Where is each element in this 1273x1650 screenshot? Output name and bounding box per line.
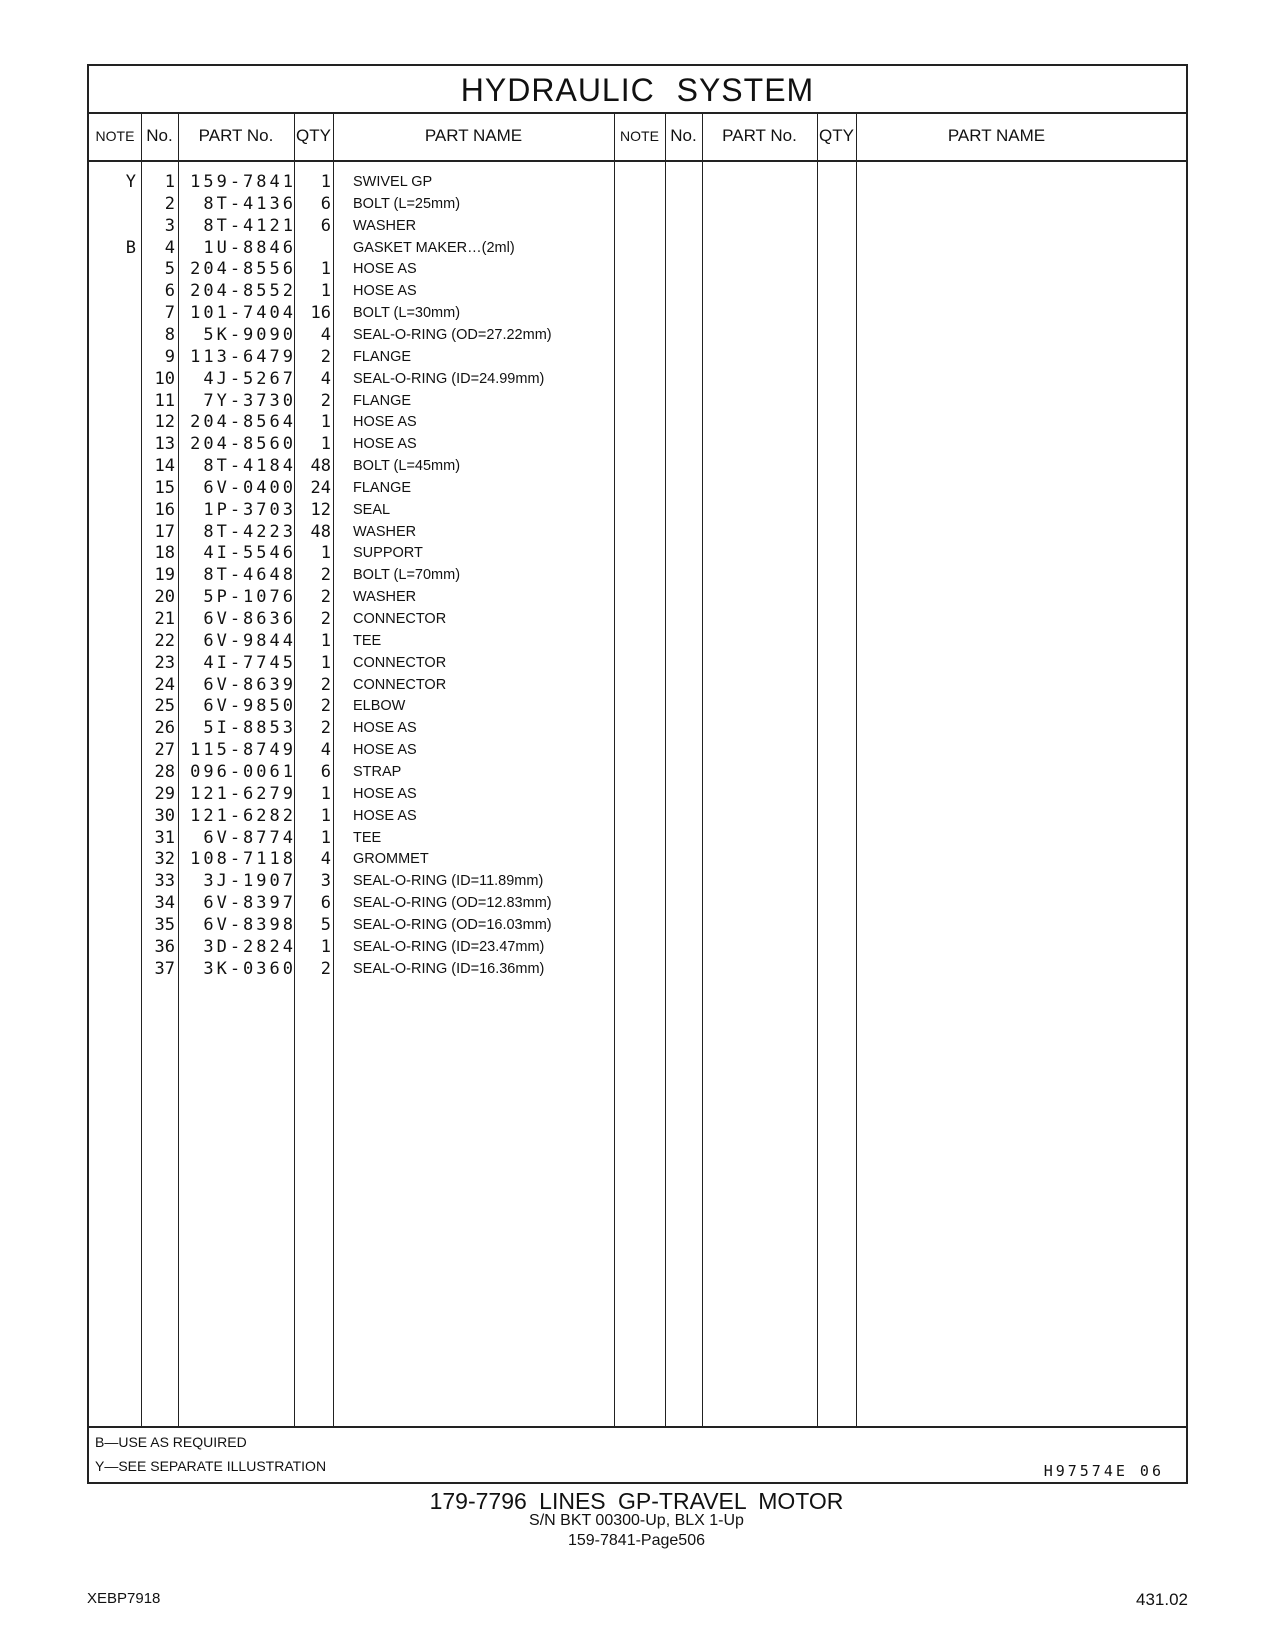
row-part-name: WASHER bbox=[353, 523, 417, 540]
row-quantity: 2 bbox=[320, 587, 331, 608]
row-number: 34 bbox=[154, 893, 175, 914]
row-note bbox=[89, 870, 136, 893]
header-note: NOTE bbox=[95, 128, 135, 144]
row-number: 10 bbox=[154, 368, 175, 389]
row-quantity: 4 bbox=[320, 740, 331, 761]
row-quantity: 1 bbox=[320, 652, 331, 673]
row-part-number: 6V-8398 bbox=[203, 914, 296, 935]
row-note bbox=[89, 455, 136, 478]
table-row bbox=[89, 280, 1186, 303]
row-quantity: 2 bbox=[320, 565, 331, 586]
table-row bbox=[89, 411, 1186, 434]
row-note bbox=[89, 324, 136, 347]
row-note bbox=[89, 215, 136, 238]
row-number: 11 bbox=[154, 390, 175, 411]
row-part-name: SEAL-O-RING (ID=16.36mm) bbox=[353, 960, 545, 977]
row-quantity: 16 bbox=[310, 303, 331, 324]
serial-numbers: S/N BKT 00300-Up, BLX 1-Up bbox=[529, 1512, 744, 1529]
parts-table-body bbox=[89, 162, 1186, 1426]
row-part-name: HOSE AS bbox=[353, 414, 417, 431]
row-note bbox=[89, 958, 136, 981]
table-row bbox=[89, 805, 1186, 828]
row-part-name: HOSE AS bbox=[353, 261, 417, 278]
row-quantity: 6 bbox=[320, 893, 331, 914]
row-part-number: 3J-1907 bbox=[203, 871, 296, 892]
row-number: 32 bbox=[154, 849, 175, 870]
table-row bbox=[89, 783, 1186, 806]
table-row bbox=[89, 433, 1186, 456]
row-part-name: HOSE AS bbox=[353, 785, 417, 802]
row-part-number: 3K-0360 bbox=[203, 958, 296, 979]
row-note bbox=[89, 652, 136, 675]
row-quantity: 48 bbox=[310, 521, 331, 542]
row-quantity: 1 bbox=[320, 259, 331, 280]
row-part-name: TEE bbox=[353, 632, 382, 649]
row-note bbox=[89, 564, 136, 587]
row-number: 20 bbox=[154, 587, 175, 608]
row-part-number: 6V-8639 bbox=[203, 674, 296, 695]
row-note bbox=[89, 258, 136, 281]
row-part-number: 6V-8397 bbox=[203, 893, 296, 914]
row-quantity bbox=[299, 237, 331, 260]
table-row bbox=[89, 608, 1186, 631]
page-reference: 159-7841-Page506 bbox=[567, 1532, 705, 1549]
row-part-name: GASKET MAKER…(2ml) bbox=[353, 239, 515, 256]
row-part-number: 6V-9844 bbox=[203, 630, 296, 651]
row-number: 29 bbox=[154, 783, 175, 804]
table-row bbox=[89, 193, 1186, 216]
table-row bbox=[89, 586, 1186, 609]
row-part-number: 121-6282 bbox=[190, 805, 296, 826]
table-row bbox=[89, 324, 1186, 347]
row-part-number: 159-7841 bbox=[190, 172, 296, 192]
row-note bbox=[89, 586, 136, 609]
row-part-name: BOLT (L=25mm) bbox=[353, 195, 461, 212]
row-part-name: SEAL bbox=[353, 501, 391, 518]
row-part-number: 4J-5267 bbox=[203, 368, 296, 389]
table-row bbox=[89, 215, 1186, 238]
parts-list-frame bbox=[87, 64, 1188, 1484]
table-row bbox=[89, 171, 1186, 194]
table-row bbox=[89, 739, 1186, 762]
row-part-name: CONNECTOR bbox=[353, 611, 447, 627]
row-quantity: 24 bbox=[310, 477, 331, 498]
row-part-number: 113-6479 bbox=[190, 346, 296, 367]
row-part-number: 204-8556 bbox=[190, 259, 296, 280]
table-row bbox=[89, 542, 1186, 565]
row-part-number: 4I-7745 bbox=[203, 652, 296, 673]
header-no-2: No. bbox=[670, 126, 697, 145]
row-quantity: 4 bbox=[320, 368, 331, 389]
row-part-name: STRAP bbox=[353, 763, 402, 780]
row-number: 22 bbox=[154, 630, 175, 651]
table-row bbox=[89, 237, 1186, 260]
row-quantity: 2 bbox=[320, 718, 331, 739]
row-note bbox=[89, 848, 136, 871]
row-note bbox=[89, 892, 136, 915]
row-note bbox=[89, 914, 136, 937]
row-note bbox=[89, 346, 136, 369]
row-number: 33 bbox=[154, 871, 175, 892]
footnote-b: B—USE AS REQUIRED bbox=[95, 1434, 247, 1450]
table-row bbox=[89, 477, 1186, 500]
row-part-name: BOLT (L=30mm) bbox=[353, 305, 461, 322]
row-part-name: BOLT (L=70mm) bbox=[353, 567, 461, 584]
row-note bbox=[89, 499, 136, 522]
row-number: 16 bbox=[154, 499, 175, 520]
row-part-number: 204-8560 bbox=[190, 434, 296, 455]
row-quantity: 4 bbox=[320, 849, 331, 870]
table-row bbox=[89, 390, 1186, 413]
table-row bbox=[89, 521, 1186, 544]
row-number: 24 bbox=[154, 674, 175, 695]
row-number: 27 bbox=[154, 740, 175, 761]
row-quantity: 48 bbox=[310, 456, 331, 477]
row-part-number: 115-8749 bbox=[190, 740, 296, 761]
table-row bbox=[89, 892, 1186, 915]
table-row bbox=[89, 827, 1186, 850]
row-note bbox=[89, 477, 136, 500]
table-row bbox=[89, 914, 1186, 937]
row-number: 30 bbox=[154, 805, 175, 826]
row-part-number: 8T-4223 bbox=[203, 521, 296, 542]
table-row bbox=[89, 368, 1186, 391]
row-quantity: 2 bbox=[320, 609, 331, 629]
table-row bbox=[89, 346, 1186, 369]
row-quantity: 2 bbox=[320, 390, 331, 411]
row-part-name: SEAL-O-RING (ID=11.89mm) bbox=[353, 873, 544, 890]
row-part-name: SEAL-O-RING (ID=23.47mm) bbox=[353, 938, 545, 955]
row-quantity: 1 bbox=[320, 630, 331, 651]
row-quantity: 4 bbox=[320, 324, 331, 345]
row-number: 4 bbox=[164, 237, 175, 258]
row-number: 19 bbox=[154, 565, 175, 586]
row-number: 36 bbox=[154, 936, 175, 957]
row-quantity: 1 bbox=[320, 827, 331, 848]
row-number: 26 bbox=[154, 718, 175, 739]
row-number: 2 bbox=[164, 193, 175, 214]
row-part-name: SEAL-O-RING (OD=27.22mm) bbox=[353, 326, 552, 343]
row-number: 6 bbox=[164, 281, 175, 302]
row-number: 9 bbox=[164, 346, 175, 367]
row-note bbox=[89, 827, 136, 850]
row-quantity: 6 bbox=[320, 761, 331, 782]
row-note bbox=[89, 805, 136, 828]
row-number: 35 bbox=[154, 914, 175, 935]
row-number: 13 bbox=[154, 434, 175, 455]
header-note-2: NOTE bbox=[620, 128, 659, 144]
row-part-name: BOLT (L=45mm) bbox=[353, 458, 461, 475]
row-part-number: 8T-4184 bbox=[203, 456, 296, 477]
table-row bbox=[89, 695, 1186, 718]
row-part-number: 6V-9850 bbox=[203, 696, 296, 717]
row-part-number: 8T-4648 bbox=[203, 565, 296, 586]
row-part-number: 121-6279 bbox=[190, 783, 296, 804]
row-number: 18 bbox=[154, 543, 175, 564]
row-part-number: 204-8564 bbox=[190, 412, 296, 433]
row-number: 21 bbox=[154, 609, 175, 629]
row-note bbox=[89, 695, 136, 718]
row-note bbox=[89, 521, 136, 544]
row-part-name: ELBOW bbox=[353, 698, 406, 715]
row-part-name: SWIVEL GP bbox=[353, 174, 433, 190]
table-row bbox=[89, 630, 1186, 653]
row-part-name: HOSE AS bbox=[353, 720, 417, 737]
row-part-number: 8T-4136 bbox=[203, 193, 296, 214]
row-note bbox=[89, 433, 136, 456]
illustration-code: H97574E 06 bbox=[1043, 1462, 1164, 1480]
row-part-name: HOSE AS bbox=[353, 436, 417, 453]
group-title: 179-7796 LINES GP-TRAVEL MOTOR bbox=[429, 1488, 844, 1514]
row-number: 31 bbox=[154, 827, 175, 848]
row-part-name: SUPPORT bbox=[353, 545, 423, 562]
row-part-number: 1U-8846 bbox=[203, 237, 296, 258]
row-part-number: 6V-0400 bbox=[203, 477, 296, 498]
row-note bbox=[89, 411, 136, 434]
row-part-name: FLANGE bbox=[353, 392, 412, 409]
document-number: XEBP7918 bbox=[87, 1590, 161, 1607]
header-part-name-2: PART NAME bbox=[947, 126, 1046, 145]
row-quantity: 1 bbox=[320, 281, 331, 302]
table-row bbox=[89, 958, 1186, 981]
row-number: 12 bbox=[154, 412, 175, 433]
table-row bbox=[89, 717, 1186, 740]
row-note bbox=[89, 302, 136, 325]
row-quantity: 1 bbox=[320, 434, 331, 455]
header-qty-2: QTY bbox=[819, 126, 854, 145]
row-number: 5 bbox=[164, 259, 175, 280]
row-number: 28 bbox=[154, 761, 175, 782]
row-note bbox=[89, 717, 136, 740]
column-header-row bbox=[89, 112, 1186, 162]
table-row bbox=[89, 499, 1186, 522]
row-number: 37 bbox=[154, 958, 175, 979]
row-note bbox=[89, 280, 136, 303]
row-quantity: 6 bbox=[320, 215, 331, 236]
row-number: 7 bbox=[164, 303, 175, 324]
row-part-name: CONNECTOR bbox=[353, 654, 447, 671]
page-number: 431.02 bbox=[1136, 1590, 1188, 1609]
row-note bbox=[89, 630, 136, 653]
row-note bbox=[89, 608, 136, 631]
row-part-name: WASHER bbox=[353, 589, 417, 606]
row-quantity: 1 bbox=[320, 936, 331, 957]
row-quantity: 1 bbox=[320, 805, 331, 826]
header-part-no: PART No. bbox=[198, 126, 274, 145]
header-part-no-2: PART No. bbox=[722, 126, 797, 145]
row-part-number: 5I-8853 bbox=[203, 718, 296, 739]
row-part-name: HOSE AS bbox=[353, 742, 417, 759]
row-part-name: HOSE AS bbox=[353, 807, 417, 824]
row-note: Y bbox=[125, 172, 136, 192]
row-part-name: GROMMET bbox=[353, 851, 429, 868]
row-number: 25 bbox=[154, 696, 175, 717]
row-number: 14 bbox=[154, 456, 175, 477]
row-part-name: FLANGE bbox=[353, 479, 412, 496]
header-qty: QTY bbox=[296, 126, 331, 145]
row-part-number: 8T-4121 bbox=[203, 215, 296, 236]
table-row bbox=[89, 674, 1186, 697]
row-number: 17 bbox=[154, 521, 175, 542]
row-part-name: SEAL-O-RING (ID=24.99mm) bbox=[353, 370, 545, 387]
row-number: 3 bbox=[164, 215, 175, 236]
row-part-number: 5P-1076 bbox=[203, 587, 296, 608]
row-part-name: WASHER bbox=[353, 217, 417, 234]
row-part-name: SEAL-O-RING (OD=16.03mm) bbox=[353, 916, 552, 933]
table-row bbox=[89, 848, 1186, 871]
table-row bbox=[89, 652, 1186, 675]
row-quantity: 5 bbox=[320, 914, 331, 935]
row-part-name: SEAL-O-RING (OD=12.83mm) bbox=[353, 895, 552, 912]
row-quantity: 1 bbox=[320, 543, 331, 564]
row-quantity: 2 bbox=[320, 958, 331, 979]
row-part-name: TEE bbox=[353, 829, 382, 846]
row-part-number: 1P-3703 bbox=[203, 499, 296, 520]
row-number: 8 bbox=[164, 324, 175, 345]
page-title: HYDRAULIC SYSTEM bbox=[89, 66, 1186, 114]
row-quantity: 1 bbox=[320, 172, 331, 192]
table-row bbox=[89, 455, 1186, 478]
header-part-name: PART NAME bbox=[424, 126, 523, 145]
row-part-number: 101-7404 bbox=[190, 303, 296, 324]
row-note bbox=[89, 761, 136, 784]
row-note bbox=[89, 674, 136, 697]
row-quantity: 1 bbox=[320, 783, 331, 804]
row-part-number: 5K-9090 bbox=[203, 324, 296, 345]
row-part-name: FLANGE bbox=[353, 348, 412, 365]
row-part-number: 3D-2824 bbox=[203, 936, 296, 957]
row-part-number: 096-0061 bbox=[190, 761, 296, 782]
row-quantity: 6 bbox=[320, 193, 331, 214]
row-part-number: 204-8552 bbox=[190, 281, 296, 302]
row-note bbox=[89, 542, 136, 565]
row-quantity: 3 bbox=[320, 871, 331, 892]
table-row bbox=[89, 564, 1186, 587]
row-quantity: 1 bbox=[320, 412, 331, 433]
header-no: No. bbox=[146, 126, 173, 145]
row-number: 15 bbox=[154, 477, 175, 498]
row-part-number: 6V-8636 bbox=[203, 609, 296, 629]
row-note bbox=[89, 739, 136, 762]
row-note bbox=[89, 936, 136, 959]
row-part-name: CONNECTOR bbox=[353, 676, 447, 693]
row-number: 1 bbox=[164, 172, 175, 192]
row-note bbox=[89, 368, 136, 391]
footnote-y: Y—SEE SEPARATE ILLUSTRATION bbox=[95, 1458, 327, 1474]
row-note bbox=[89, 783, 136, 806]
row-note: B bbox=[125, 237, 136, 258]
table-row bbox=[89, 302, 1186, 325]
row-part-number: 6V-8774 bbox=[203, 827, 296, 848]
row-note bbox=[89, 390, 136, 413]
table-row bbox=[89, 761, 1186, 784]
table-row bbox=[89, 870, 1186, 893]
row-note bbox=[89, 193, 136, 216]
row-part-number: 7Y-3730 bbox=[203, 390, 296, 411]
row-part-name: HOSE AS bbox=[353, 283, 417, 300]
row-quantity: 12 bbox=[310, 499, 331, 520]
row-number: 23 bbox=[154, 652, 175, 673]
row-part-number: 4I-5546 bbox=[203, 543, 296, 564]
table-row bbox=[89, 258, 1186, 281]
row-quantity: 2 bbox=[320, 346, 331, 367]
table-row bbox=[89, 936, 1186, 959]
row-quantity: 2 bbox=[320, 696, 331, 717]
row-quantity: 2 bbox=[320, 674, 331, 695]
row-part-number: 108-7118 bbox=[190, 849, 296, 870]
footnote-area bbox=[89, 1426, 1186, 1486]
